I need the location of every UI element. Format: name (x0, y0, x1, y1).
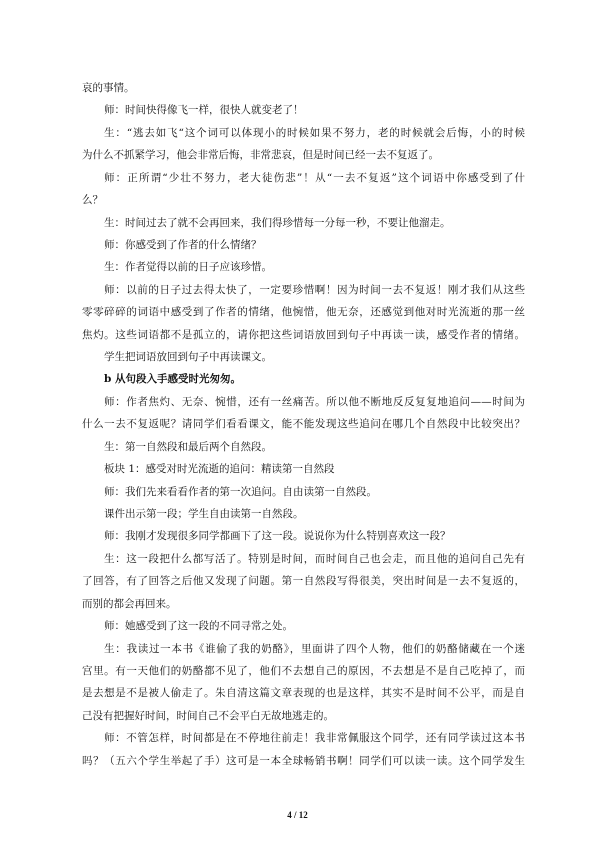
teacher-paragraph (82, 727, 525, 772)
student-paragraph (82, 122, 525, 167)
text-line: 课件出示第一段；学生自由读第一自然段。 (104, 508, 304, 521)
teacher-paragraph (82, 279, 525, 346)
text-line: 宫里。有一天他们的奶酪都不见了，他们不去想自己的原因，不去想是不是自己吃掉了，而 (82, 664, 525, 677)
block-heading (82, 458, 525, 480)
student-paragraph (82, 638, 525, 728)
teacher-paragraph (82, 234, 525, 256)
text-line: 什么一去不复返呢？请同学们看看课文，能不能发现这些追问在哪几个自然段中比较突出？ (82, 418, 525, 431)
text-line: 为什么不抓紧学习，他会非常后悔，非常悲哀，但是时间已经一去不复返了。 (82, 149, 439, 162)
text-line: 生：第一自然段和最后两个自然段。 (104, 440, 272, 453)
text-line: 吗？（五六个学生举起了手）这可是一本全球畅销书啊！同学们可以读一读。这个同学发生 (82, 754, 525, 767)
paragraph-continuation (82, 77, 525, 99)
text-line: 师：我们先来看看作者的第一次追问。自由读第一自然段。 (104, 485, 377, 498)
text-line: 焦灼。这些词语都不是孤立的，请你把这些词语放回到句子中再读一读，感受作者的情绪。 (82, 328, 525, 341)
teacher-paragraph (82, 481, 525, 503)
text-line: 是去想是不是被人偷走了。朱自清这篇文章表现的也是这样，其实不是时间不公平，而是自 (82, 687, 525, 700)
document-body (82, 77, 525, 772)
text-line: 么？ (82, 194, 103, 207)
text-line: 师：她感受到了这一段的不同寻常之处。 (104, 620, 293, 633)
student-paragraph (82, 548, 525, 615)
text-line: 师：不管怎样，时间都是在不停地往前走！我非常佩服这个同学，还有同学读过这本书 (104, 732, 525, 745)
text-line: 零零碎碎的词语中感受到了作者的情绪，他惋惜，他无奈，还感觉到他对时光流逝的那一丝 (82, 306, 525, 319)
student-paragraph (82, 436, 525, 458)
text-line: 了回答，有了回答之后他又发现了问题。第一自然段写得很美，突出时间是一去不复返的， (82, 575, 525, 588)
teacher-paragraph (82, 167, 525, 212)
instruction-paragraph (82, 346, 525, 368)
text-line: 生：“逃去如飞“这个词可以体现小的时候如果不努力，老的时候就会后悔，小的时候 (104, 126, 525, 139)
text-line: 生：我读过一本书《谁偷了我的奶酪》，里面讲了四个人物，他们的奶酪储藏在一个迷 (104, 642, 525, 655)
text-line: 生：时间过去了就不会再回来，我们得珍惜每一分每一秒，不要让他溜走。 (104, 216, 451, 229)
text-line: 而别的都会再回来。 (82, 597, 177, 610)
text-line: 师：你感受到了作者的什么情绪？ (104, 238, 262, 251)
section-heading (82, 368, 525, 390)
teacher-paragraph (82, 615, 525, 637)
text-line: 己没有把握好时间，时间自己不会平白无故地逃走的。 (82, 709, 334, 722)
text-line: 学生把词语放回到句子中再读课文。 (104, 351, 272, 364)
block-heading-text: 板块 1：感受对时光流逝的追问：精读第一自然段 (104, 463, 335, 476)
teacher-paragraph (82, 391, 525, 436)
teacher-paragraph (82, 99, 525, 121)
text-line: 师：正所谓“少壮不努力，老大徒伤悲”！从“一去不复返”这个词语中你感受到了什 (104, 171, 525, 184)
student-paragraph (82, 212, 525, 234)
text-line: 师：我刚才发现很多同学都画下了这一段。说说你为什么特别喜欢这一段？ (104, 530, 451, 543)
instruction-paragraph (82, 503, 525, 525)
student-paragraph (82, 256, 525, 278)
text-line: 师：作者焦灼、无奈、惋惜，还有一丝痛苦。所以他不断地反反复复地追问——时间为 (104, 395, 525, 408)
text-line: 生：这一段把什么都写活了。特别是时间，而时间自己也会走，而且他的追问自己先有 (104, 552, 525, 565)
page-number: 4 / 12 (287, 810, 308, 820)
text-line: 师：以前的日子过去得太快了，一定要珍惜啊！因为时间一去不复返！刚才我们从这些 (104, 283, 525, 296)
section-heading-text: b 从句段入手感受时光匆匆。 (104, 373, 241, 386)
text-line: 师：时间快得像飞一样，很快人就变老了！ (104, 104, 304, 117)
text-line: 哀的事情。 (82, 82, 135, 94)
teacher-paragraph (82, 525, 525, 547)
text-line: 生：作者觉得以前的日子应该珍惜。 (104, 261, 272, 274)
